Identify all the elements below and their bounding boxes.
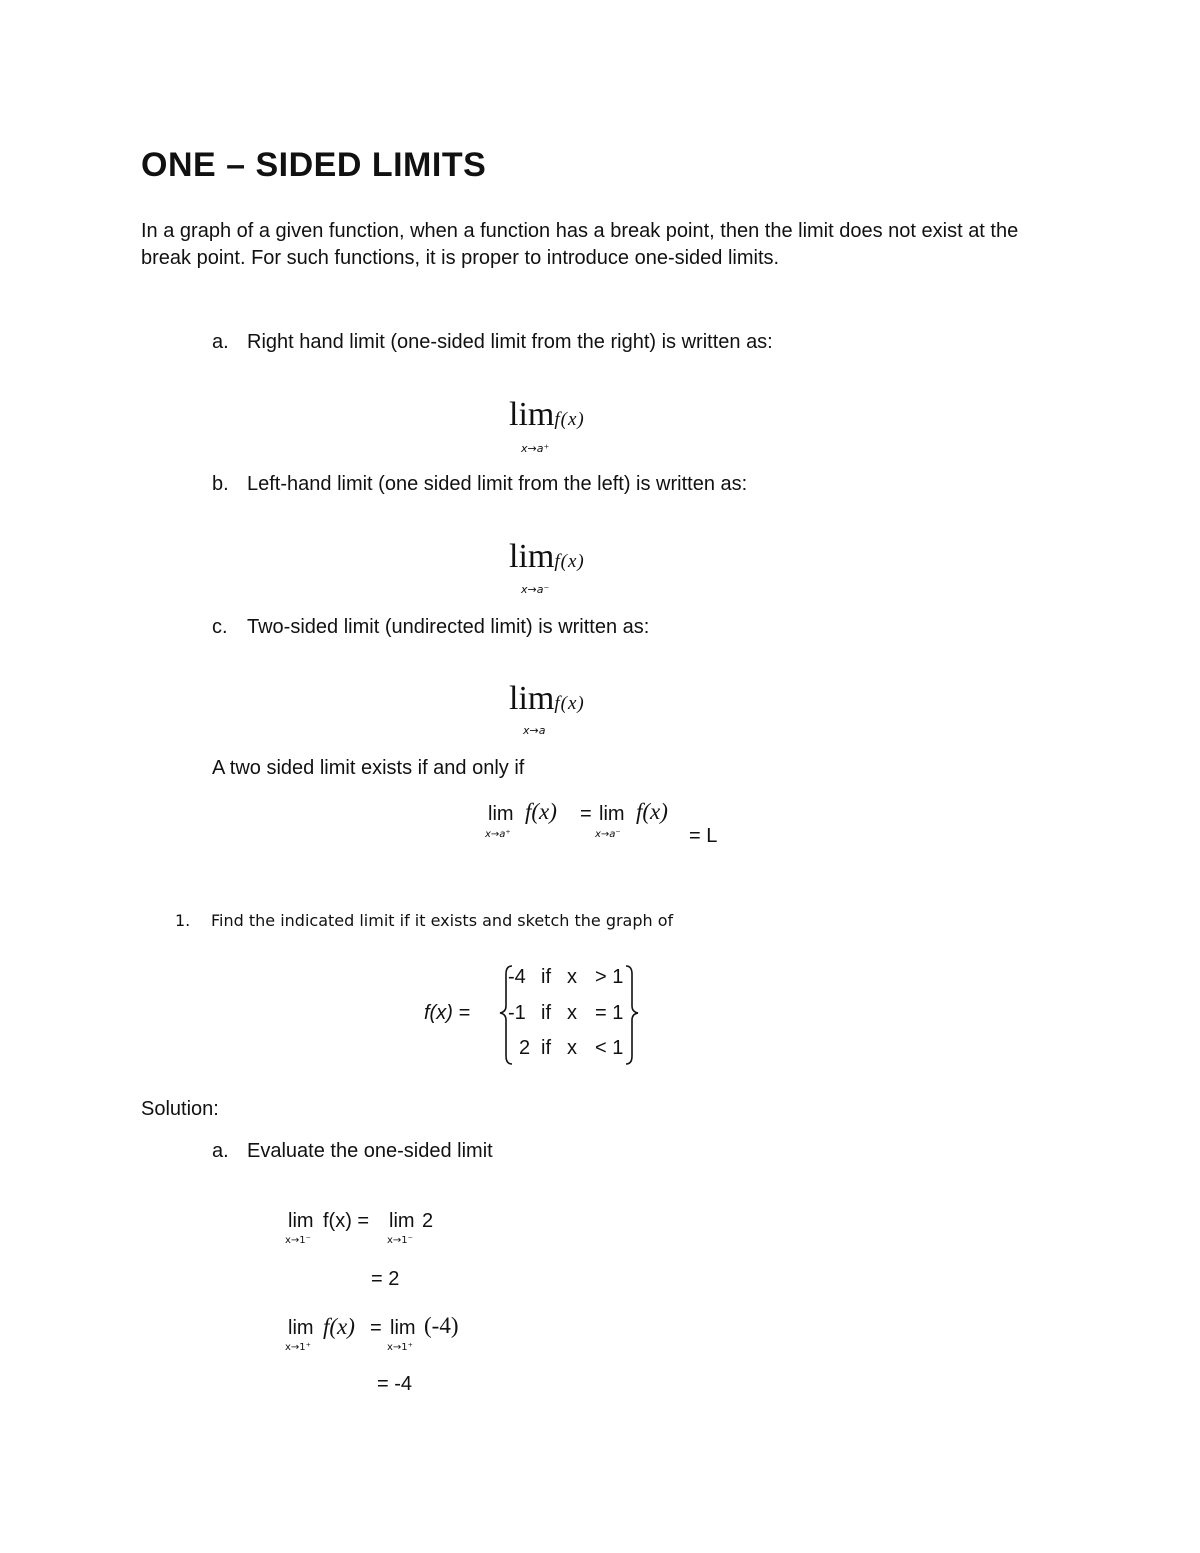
formula-right-limit (509, 396, 585, 434)
function-expression: f(x) (636, 799, 668, 824)
exercise-prompt (175, 911, 673, 930)
list-item-text: Two-sided limit (undirected limit) is written as: (247, 616, 650, 638)
list-item-two-sided (212, 616, 649, 639)
list-item-text: Left-hand limit (one sided limit from the left) is written as: (247, 473, 748, 495)
lim-operator: lim (509, 680, 555, 717)
limit-subscript: x→a⁺ (485, 829, 511, 840)
limit-subscript: x→a⁻ (521, 583, 550, 596)
function-expression: f(x) (554, 551, 585, 572)
two-sided-condition-text: A two sided limit exists if and only if (212, 757, 525, 779)
exercise-text: Find the indicated limit if it exists and sketch the graph of (211, 911, 674, 930)
list-item-text: Right hand limit (one-sided limit from the right) is written as: (247, 331, 773, 353)
limit-subscript: x→1⁻ (285, 1235, 311, 1246)
solution-label: Solution: (141, 1098, 219, 1120)
lim-operator: lim (509, 396, 555, 433)
list-item-text: Evaluate the one-sided limit (247, 1140, 493, 1162)
equals-sign: = (580, 803, 592, 825)
lim-operator: lim (288, 1210, 314, 1232)
exercise-number: 1. (175, 911, 191, 930)
page-title: ONE – SIDED LIMITS (141, 146, 487, 184)
piecewise-case-2: -1 if x = 1 (508, 1002, 624, 1024)
limit-value: 2 (422, 1210, 434, 1232)
piecewise-lhs: f(x) = (424, 1002, 471, 1024)
function-expression: f(x) (554, 409, 585, 430)
limit-subscript: x→1⁺ (387, 1342, 413, 1353)
list-marker: a. (212, 331, 229, 353)
lim-operator: lim (599, 803, 625, 825)
lim-operator: lim (509, 538, 555, 575)
lim-operator: lim (288, 1317, 314, 1339)
formula-left-limit (509, 538, 585, 576)
equals-L: = L (689, 825, 718, 847)
function-expression: f(x) (323, 1314, 355, 1339)
list-item-left-hand (212, 473, 747, 496)
list-marker: b. (212, 473, 229, 495)
limit-subscript: x→a⁻ (595, 829, 621, 840)
list-item-right-hand (212, 331, 773, 354)
piecewise-case-3: 2 if x < 1 (518, 1037, 624, 1059)
function-expression: f(x) (554, 693, 585, 714)
equals-sign: = (370, 1317, 382, 1339)
piecewise-case-1: -4 if x > 1 (508, 966, 624, 988)
limit-subscript: x→1⁺ (285, 1342, 311, 1353)
limit-value: (-4) (424, 1313, 459, 1338)
formula-two-sided-limit (509, 680, 585, 718)
intro-paragraph: In a graph of a given function, when a function has a break point, then the limit does not exist at the break point. For such functions, it is proper to introduce one-sided limits. (141, 220, 1019, 269)
solution-step-a (212, 1140, 493, 1163)
function-expression: f(x) = (323, 1210, 370, 1232)
result-line-1: = 2 (371, 1268, 400, 1290)
limit-subscript: x→a (523, 724, 546, 737)
limit-subscript: x→1⁻ (387, 1235, 413, 1246)
list-marker: a. (212, 1140, 229, 1162)
lim-operator: lim (390, 1317, 416, 1339)
limit-subscript: x→a⁺ (521, 442, 550, 455)
function-expression: f(x) (525, 799, 557, 824)
result-line-2: = -4 (377, 1373, 413, 1395)
list-marker: c. (212, 616, 228, 638)
lim-operator: lim (488, 803, 514, 825)
lim-operator: lim (389, 1210, 415, 1232)
